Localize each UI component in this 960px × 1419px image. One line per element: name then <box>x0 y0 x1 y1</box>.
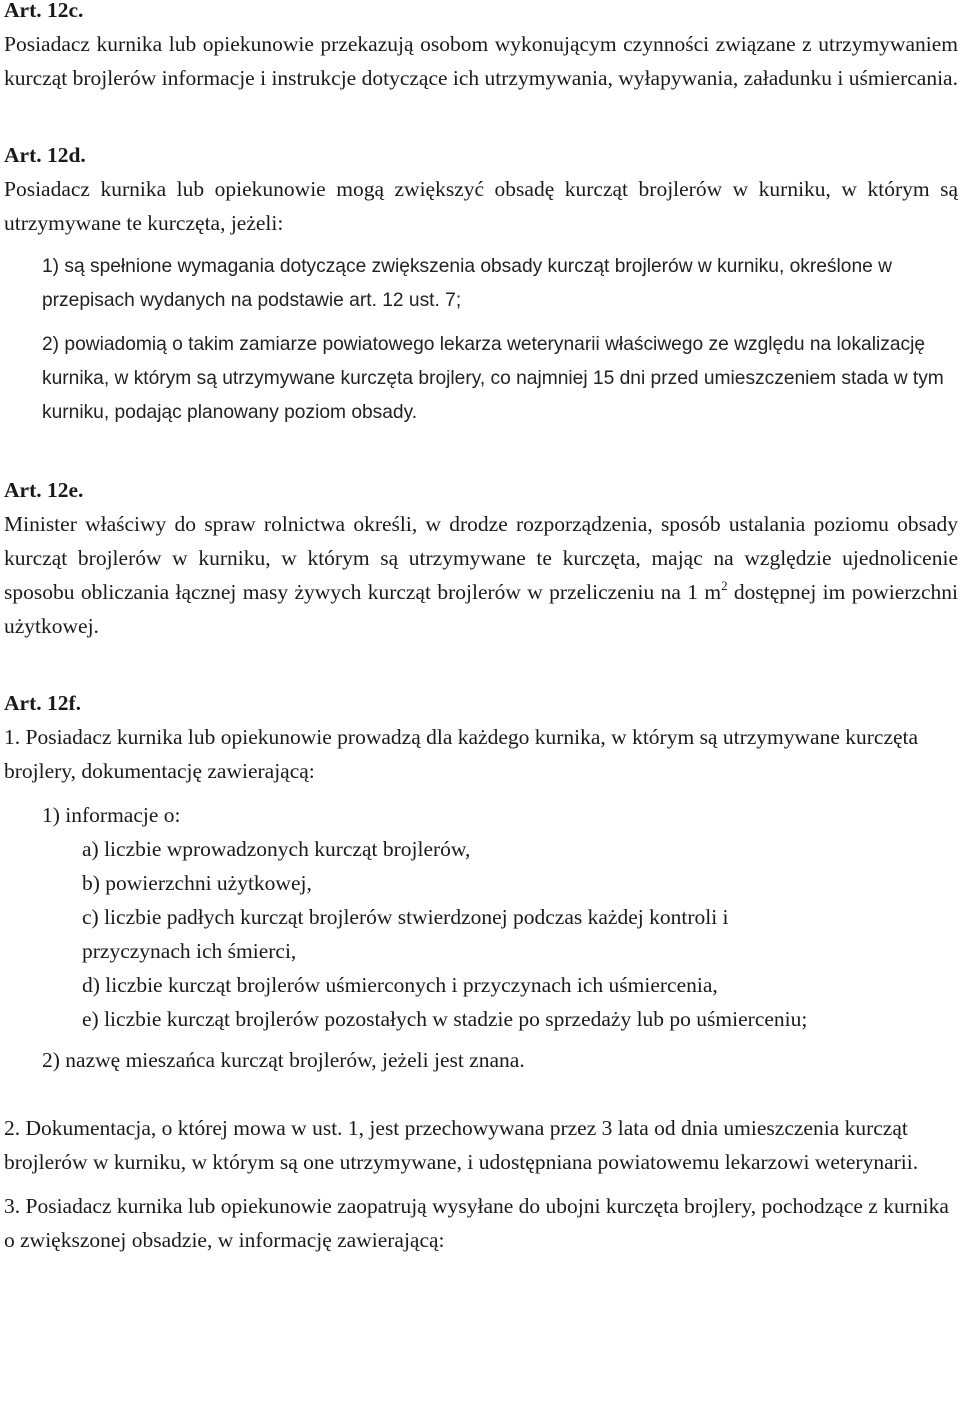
article-12f-sub-c: c) liczbie padłych kurcząt brojlerów stwierdzonej podczas każdej kontroli i <box>82 905 729 929</box>
article-12e-text-end: dostępnej im powierzchni użytkowej. <box>4 580 958 638</box>
article-12e-heading: Art. 12e. <box>4 478 84 502</box>
article-12f-sub-d: d) liczbie kurcząt brojlerów uśmierconych i przyczynach ich uśmiercenia, <box>82 973 718 997</box>
article-12f-paragraph-1: 1. Posiadacz kurnika lub opiekunowie prowadzą dla każdego kurnika, w którym są utrzymywane kurczęta brojlery, dokumentację zawierającą: <box>4 725 919 783</box>
article-12d-heading: Art. 12d. <box>4 143 86 167</box>
article-12d-item-2: 2) powiadomią o takim zamiarze powiatowego lekarza weterynarii właściwego ze względu na lokalizację kurnika, w którym są utrzymywane kurczęta brojlery, co najmniej 15 dni przed umieszczeniem stada w tym kurniku, podając planowany poziom obsady. <box>42 334 944 423</box>
article-12f-sub-a: a) liczbie wprowadzonych kurcząt brojlerów, <box>82 837 471 861</box>
article-12f-item-1: 1) informacje o: <box>42 803 181 827</box>
article-12f-item-2: 2) nazwę mieszańca kurcząt brojlerów, jeżeli jest znana. <box>42 1048 525 1072</box>
article-12f-paragraph-2: 2. Dokumentacja, o której mowa w ust. 1, jest przechowywana przez 3 lata od dnia umieszczenia kurcząt brojlerów w kurniku, w którym są one utrzymywane, i udostępniana powiatowemu lekarzowi weterynarii. <box>4 1116 919 1174</box>
article-12d-text: Posiadacz kurnika lub opiekunowie mogą zwiększyć obsadę kurcząt brojlerów w kurniku, w którym są utrzymywane te kurczęta, jeżeli: <box>4 177 958 235</box>
article-12f-paragraph-3: 3. Posiadacz kurnika lub opiekunowie zaopatrują wysyłane do ubojni kurczęta brojlery, pochodzące z kurnika o zwiększonej obsadzie, w informację zawierającą: <box>4 1194 949 1252</box>
article-12c-text: Posiadacz kurnika lub opiekunowie przekazują osobom wykonującym czynności związane z utrzymywaniem kurcząt brojlerów informacje i instrukcje dotyczące ich utrzymywania, wyłapywania, załadunku i uśmiercania. <box>4 32 958 90</box>
article-12d-item-1: 1) są spełnione wymagania dotyczące zwiększenia obsady kurcząt brojlerów w kurniku, określone w przepisach wydanych na podstawie art. 12 ust. 7; <box>42 256 892 311</box>
article-12f-heading: Art. 12f. <box>4 691 82 715</box>
article-12f-sub-e: e) liczbie kurcząt brojlerów pozostałych w stadzie po sprzedaży lub po uśmierceniu; <box>82 1007 808 1031</box>
article-12c-heading: Art. 12c. <box>4 0 84 22</box>
article-12e-text-main: Minister właściwy do spraw rolnictwa określi, w drodze rozporządzenia, sposób ustalania poziomu obsady kurcząt brojlerów w kurniku, w którym są utrzymywane te kurczęta, mając na względzie ujednolicenie sposobu obliczania łącznej masy żywych kurcząt brojlerów w przeliczeniu na 1 m <box>4 512 958 604</box>
article-12f-sub-c-continued: przyczynach ich śmierci, <box>82 939 297 963</box>
document-page <box>4 0 958 1257</box>
article-12f-sub-b: b) powierzchni użytkowej, <box>82 871 312 895</box>
article-12e-text <box>4 507 958 643</box>
square-superscript: 2 <box>721 578 728 593</box>
